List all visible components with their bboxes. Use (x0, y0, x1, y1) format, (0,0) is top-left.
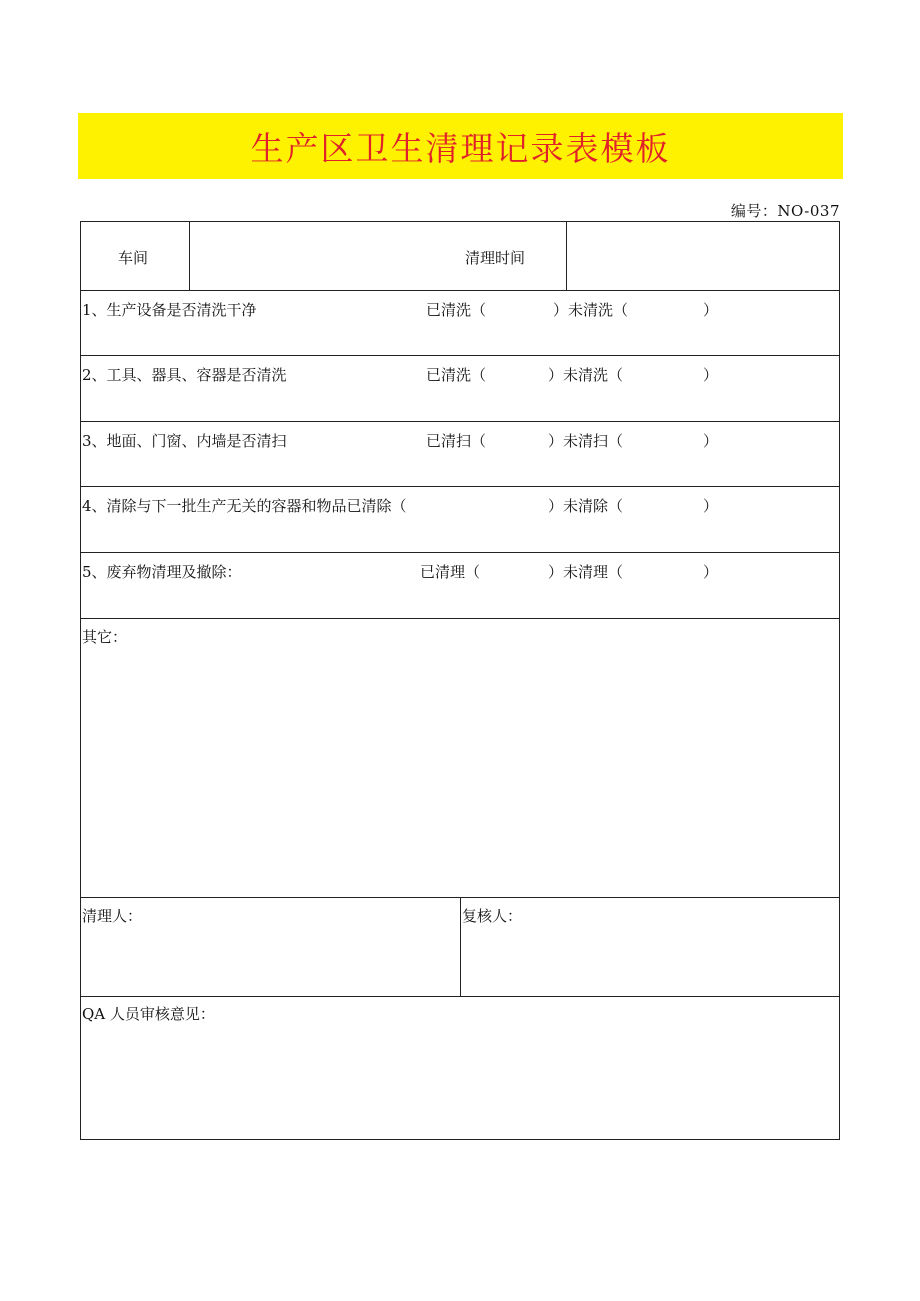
reviewer-field[interactable] (461, 898, 839, 996)
item-label: 5、废弃物清理及撤除： (82, 563, 242, 581)
qa-section[interactable] (81, 997, 839, 1139)
option-yes[interactable]: 已清洗（ (426, 366, 487, 384)
header-row (81, 222, 839, 291)
option-no[interactable]: ）未清理（ (548, 563, 624, 581)
cleaner-label: 清理人： (82, 907, 143, 925)
record-form (80, 221, 840, 1140)
title-banner (78, 113, 843, 179)
item-label: 1、生产设备是否清洗干净 (82, 301, 257, 319)
qa-label: QA 人员审核意见： (82, 1005, 215, 1023)
close-paren: ） (703, 563, 719, 581)
option-yes[interactable]: 已清洗（ (426, 301, 487, 319)
item-label: 4、清除与下一批生产无关的容器和物品已清除（ (82, 497, 407, 515)
other-section[interactable] (81, 619, 839, 898)
other-label: 其它： (82, 628, 128, 646)
item-label: 2、工具、器具、容器是否清洗 (82, 366, 287, 384)
option-no[interactable]: ）未清洗（ (553, 301, 629, 319)
document-number: 编号：NO-037 (730, 202, 840, 220)
page-title: 生产区卫生清理记录表模板 (250, 128, 671, 168)
check-item-4 (81, 487, 839, 553)
item-label: 3、地面、门窗、内墙是否清扫 (82, 432, 287, 450)
close-paren: ） (703, 497, 719, 515)
signature-row (81, 898, 839, 997)
cleaner-field[interactable] (81, 898, 459, 996)
workshop-label: 车间 (118, 249, 149, 267)
close-paren: ） (703, 301, 719, 319)
check-item-2 (81, 356, 839, 422)
option-no[interactable]: ）未清洗（ (548, 366, 624, 384)
close-paren: ） (703, 366, 719, 384)
option-yes[interactable]: 已清扫（ (426, 432, 487, 450)
option-yes[interactable]: 已清理（ (420, 563, 481, 581)
check-item-3 (81, 422, 839, 487)
reviewer-label: 复核人： (462, 907, 523, 925)
check-item-1 (81, 291, 839, 356)
clean-time-field[interactable] (567, 222, 839, 290)
close-paren: ） (703, 432, 719, 450)
option-no[interactable]: ）未清除（ (548, 497, 624, 515)
check-item-5 (81, 553, 839, 619)
workshop-field[interactable] (190, 222, 450, 290)
option-no[interactable]: ）未清扫（ (548, 432, 624, 450)
clean-time-label: 清理时间 (465, 249, 526, 267)
